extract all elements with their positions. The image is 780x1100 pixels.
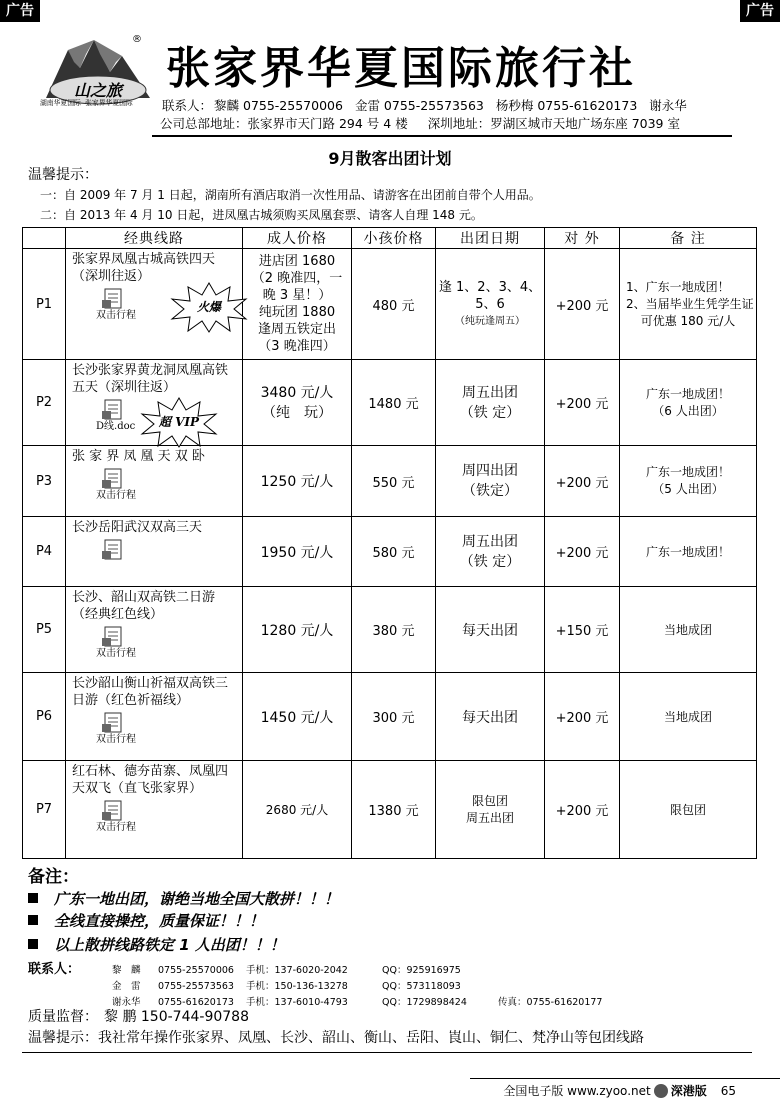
footer-edition: 深港版: [670, 1084, 707, 1098]
row-date: 周五出团 （铁 定）: [436, 517, 545, 587]
row-note: 1、广东一地成团！ 2、当届毕业生凭学生证 可优惠 180 元/人: [620, 249, 757, 360]
row-child: 580 元: [352, 517, 436, 587]
plan-title: 9月散客出团计划: [328, 149, 452, 168]
divider: [22, 1052, 752, 1053]
row-child: 480 元: [352, 249, 436, 360]
itinerary-doc[interactable]: [96, 626, 192, 660]
header-date: 出团日期: [436, 228, 545, 249]
row-route: [66, 761, 243, 859]
note-bullet: 全线直接操控，质量保证！！！: [28, 910, 264, 931]
hot-badge: 火爆: [170, 281, 248, 333]
row-id: P4: [23, 517, 66, 587]
page-number: 65: [720, 1083, 736, 1098]
row-note: 广东一地成团！: [620, 517, 757, 587]
row-id: P3: [23, 446, 66, 517]
row-adult: 1280 元/人: [243, 587, 352, 673]
tips-label: 温馨提示：: [28, 167, 98, 183]
note-bullet: 广东一地出团，谢绝当地全国大散拼！！！: [28, 888, 339, 909]
square-bullet-icon: [28, 893, 38, 903]
row-date: 逢 1、2、3、4、 5、6 （纯玩逢周五）: [436, 249, 545, 360]
document-icon: [102, 399, 126, 421]
row-id: P1: [23, 249, 66, 360]
square-bullet-icon: [28, 939, 38, 949]
header-id: [23, 228, 66, 249]
row-adult: 2680 元/人: [243, 761, 352, 859]
table-row: [23, 673, 757, 761]
document-icon: [102, 539, 126, 561]
table-row: [23, 761, 757, 859]
ad-label-left: 广告: [0, 0, 40, 22]
contacts-label: 联系人：: [28, 962, 81, 977]
footer-divider: [470, 1078, 780, 1079]
row-external: +200 元: [545, 761, 620, 859]
route-text: 长沙韶山衡山祈福双高铁三日游（红色祈福线）: [72, 676, 229, 708]
header-adult: 成人价格: [243, 228, 352, 249]
itinerary-doc[interactable]: [102, 539, 192, 561]
route-table: [22, 227, 757, 859]
row-child: 380 元: [352, 587, 436, 673]
row-date: 周五出团 （铁 定）: [436, 360, 545, 446]
row-id: P7: [23, 761, 66, 859]
notes-title: 备注：: [28, 867, 79, 887]
row-id: P6: [23, 673, 66, 761]
document-icon: [102, 712, 126, 734]
itinerary-doc[interactable]: [96, 468, 192, 502]
doc-label: 双击行程: [96, 822, 136, 833]
document-icon: [102, 800, 126, 822]
row-note: 当地成团: [620, 587, 757, 673]
document-icon: [102, 468, 126, 490]
route-text: 红石林、德夯苗寨、凤凰四天双飞（直飞张家界）: [72, 764, 229, 796]
row-date: 周四出团 （铁定）: [436, 446, 545, 517]
header-contacts: 联系人： 黎麟 0755-25570006 金雷 0755-25573563 杨秒梅 0755-61620173 谢永华: [162, 98, 687, 113]
note-bullet: 以上散拼线路铁定 1 人出团！！！: [28, 934, 285, 955]
row-child: 1380 元: [352, 761, 436, 859]
route-text: 张家界凤凰古城高铁四天（深圳往返）: [72, 252, 216, 284]
square-bullet-icon: [28, 915, 38, 925]
row-route: [66, 673, 243, 761]
row-adult: 1250 元/人: [243, 446, 352, 517]
row-adult: 进店团 1680 （2 晚准四，一 晚 3 星！） 纯玩团 1880 逢周五铁定出 （3 晚准四）: [243, 249, 352, 360]
table-row: [23, 517, 757, 587]
row-route: [66, 446, 243, 517]
header-child: 小孩价格: [352, 228, 436, 249]
row-route: [66, 360, 243, 446]
doc-label: D线.doc: [96, 421, 136, 432]
row-adult: 1450 元/人: [243, 673, 352, 761]
row-route: [66, 587, 243, 673]
company-name: 张家界华夏国际旅行社: [166, 43, 636, 94]
contact-row: 黎 麟 0755-25570006 手机：137-6020-2042 QQ：925916975: [112, 965, 461, 976]
row-note: 广东一地成团！ （6 人出团）: [620, 360, 757, 446]
row-id: P5: [23, 587, 66, 673]
row-adult: 3480 元/人 （纯 玩）: [243, 360, 352, 446]
row-date: 每天出团: [436, 673, 545, 761]
row-route: [66, 517, 243, 587]
contact-row: 谢永华 0755-61620173 手机：137-6010-4793 QQ：1729898424 传真：0755-61620177: [112, 997, 603, 1008]
route-text: 长沙张家界黄龙洞凤凰高铁五天（深圳往返）: [72, 363, 229, 395]
row-external: +150 元: [545, 587, 620, 673]
table-row: [23, 249, 757, 360]
document-icon: [102, 288, 126, 310]
header-address: 公司总部地址：张家界市天门路 294 号 4 楼 深圳地址：罗湖区城市天地广场东座 7039 室: [152, 114, 732, 137]
doc-label: 双击行程: [96, 310, 136, 321]
doc-label: 双击行程: [96, 734, 136, 745]
row-id: P2: [23, 360, 66, 446]
table-row: [23, 360, 757, 446]
row-date: 限包团 周五出团: [436, 761, 545, 859]
row-route: [66, 249, 243, 360]
table-row: [23, 587, 757, 673]
header-external: 对 外: [545, 228, 620, 249]
route-text: 长沙、韶山双高铁二日游（经典红色线）: [72, 590, 216, 622]
header-note: 备 注: [620, 228, 757, 249]
row-external: +200 元: [545, 360, 620, 446]
row-external: +200 元: [545, 249, 620, 360]
quality-supervision: 质量监督： 黎 鹏 150-744-90788: [28, 1009, 249, 1025]
route-text: 张 家 界 凤 凰 天 双 卧: [72, 449, 205, 464]
header-route: 经典线路: [66, 228, 243, 249]
logo-subtitle: 湖南华夏国际 张家界华夏国际: [40, 98, 133, 107]
contact-row: 金 雷 0755-25573563 手机：150-136-13278 QQ：573118093: [112, 981, 461, 992]
row-note: 当地成团: [620, 673, 757, 761]
footer-site: 全国电子版 www.zyoo.net: [503, 1084, 651, 1098]
page-footer: [503, 1082, 736, 1099]
row-note: 广东一地成团！ （5 人出团）: [620, 446, 757, 517]
vip-badge: 超 VIP: [140, 396, 218, 448]
tip-1: 一：自 2009 年 7 月 1 日起，湖南所有酒店取消一次性用品、请游客在出团前自带个人用品。: [40, 188, 541, 202]
table-header: [23, 228, 757, 249]
doc-label: 双击行程: [96, 490, 136, 501]
row-note: 限包团: [620, 761, 757, 859]
row-child: 550 元: [352, 446, 436, 517]
row-child: 1480 元: [352, 360, 436, 446]
document-icon: [102, 626, 126, 648]
logo-text: 山之旅: [73, 81, 123, 100]
row-child: 300 元: [352, 673, 436, 761]
itinerary-doc[interactable]: [96, 800, 192, 834]
route-text: 长沙岳阳武汉双高三天: [72, 520, 203, 535]
doc-label: 双击行程: [96, 648, 136, 659]
row-date: 每天出团: [436, 587, 545, 673]
row-external: +200 元: [545, 673, 620, 761]
publisher-logo-icon: [654, 1084, 668, 1098]
table-row: [23, 446, 757, 517]
bottom-reminder: 温馨提示：我社常年操作张家界、凤凰、长沙、韶山、衡山、岳阳、崀山、铜仁、梵净山等包团线路: [28, 1030, 644, 1046]
row-external: +200 元: [545, 446, 620, 517]
itinerary-doc[interactable]: [96, 712, 192, 746]
ad-label-right: 广告: [740, 0, 780, 22]
row-adult: 1950 元/人: [243, 517, 352, 587]
logo-registered-mark: ®: [132, 34, 142, 45]
row-external: +200 元: [545, 517, 620, 587]
tip-2: 二：自 2013 年 4 月 10 日起，进凤凰古城须购买凤凰套票、请客人自理 148 元。: [40, 208, 483, 222]
